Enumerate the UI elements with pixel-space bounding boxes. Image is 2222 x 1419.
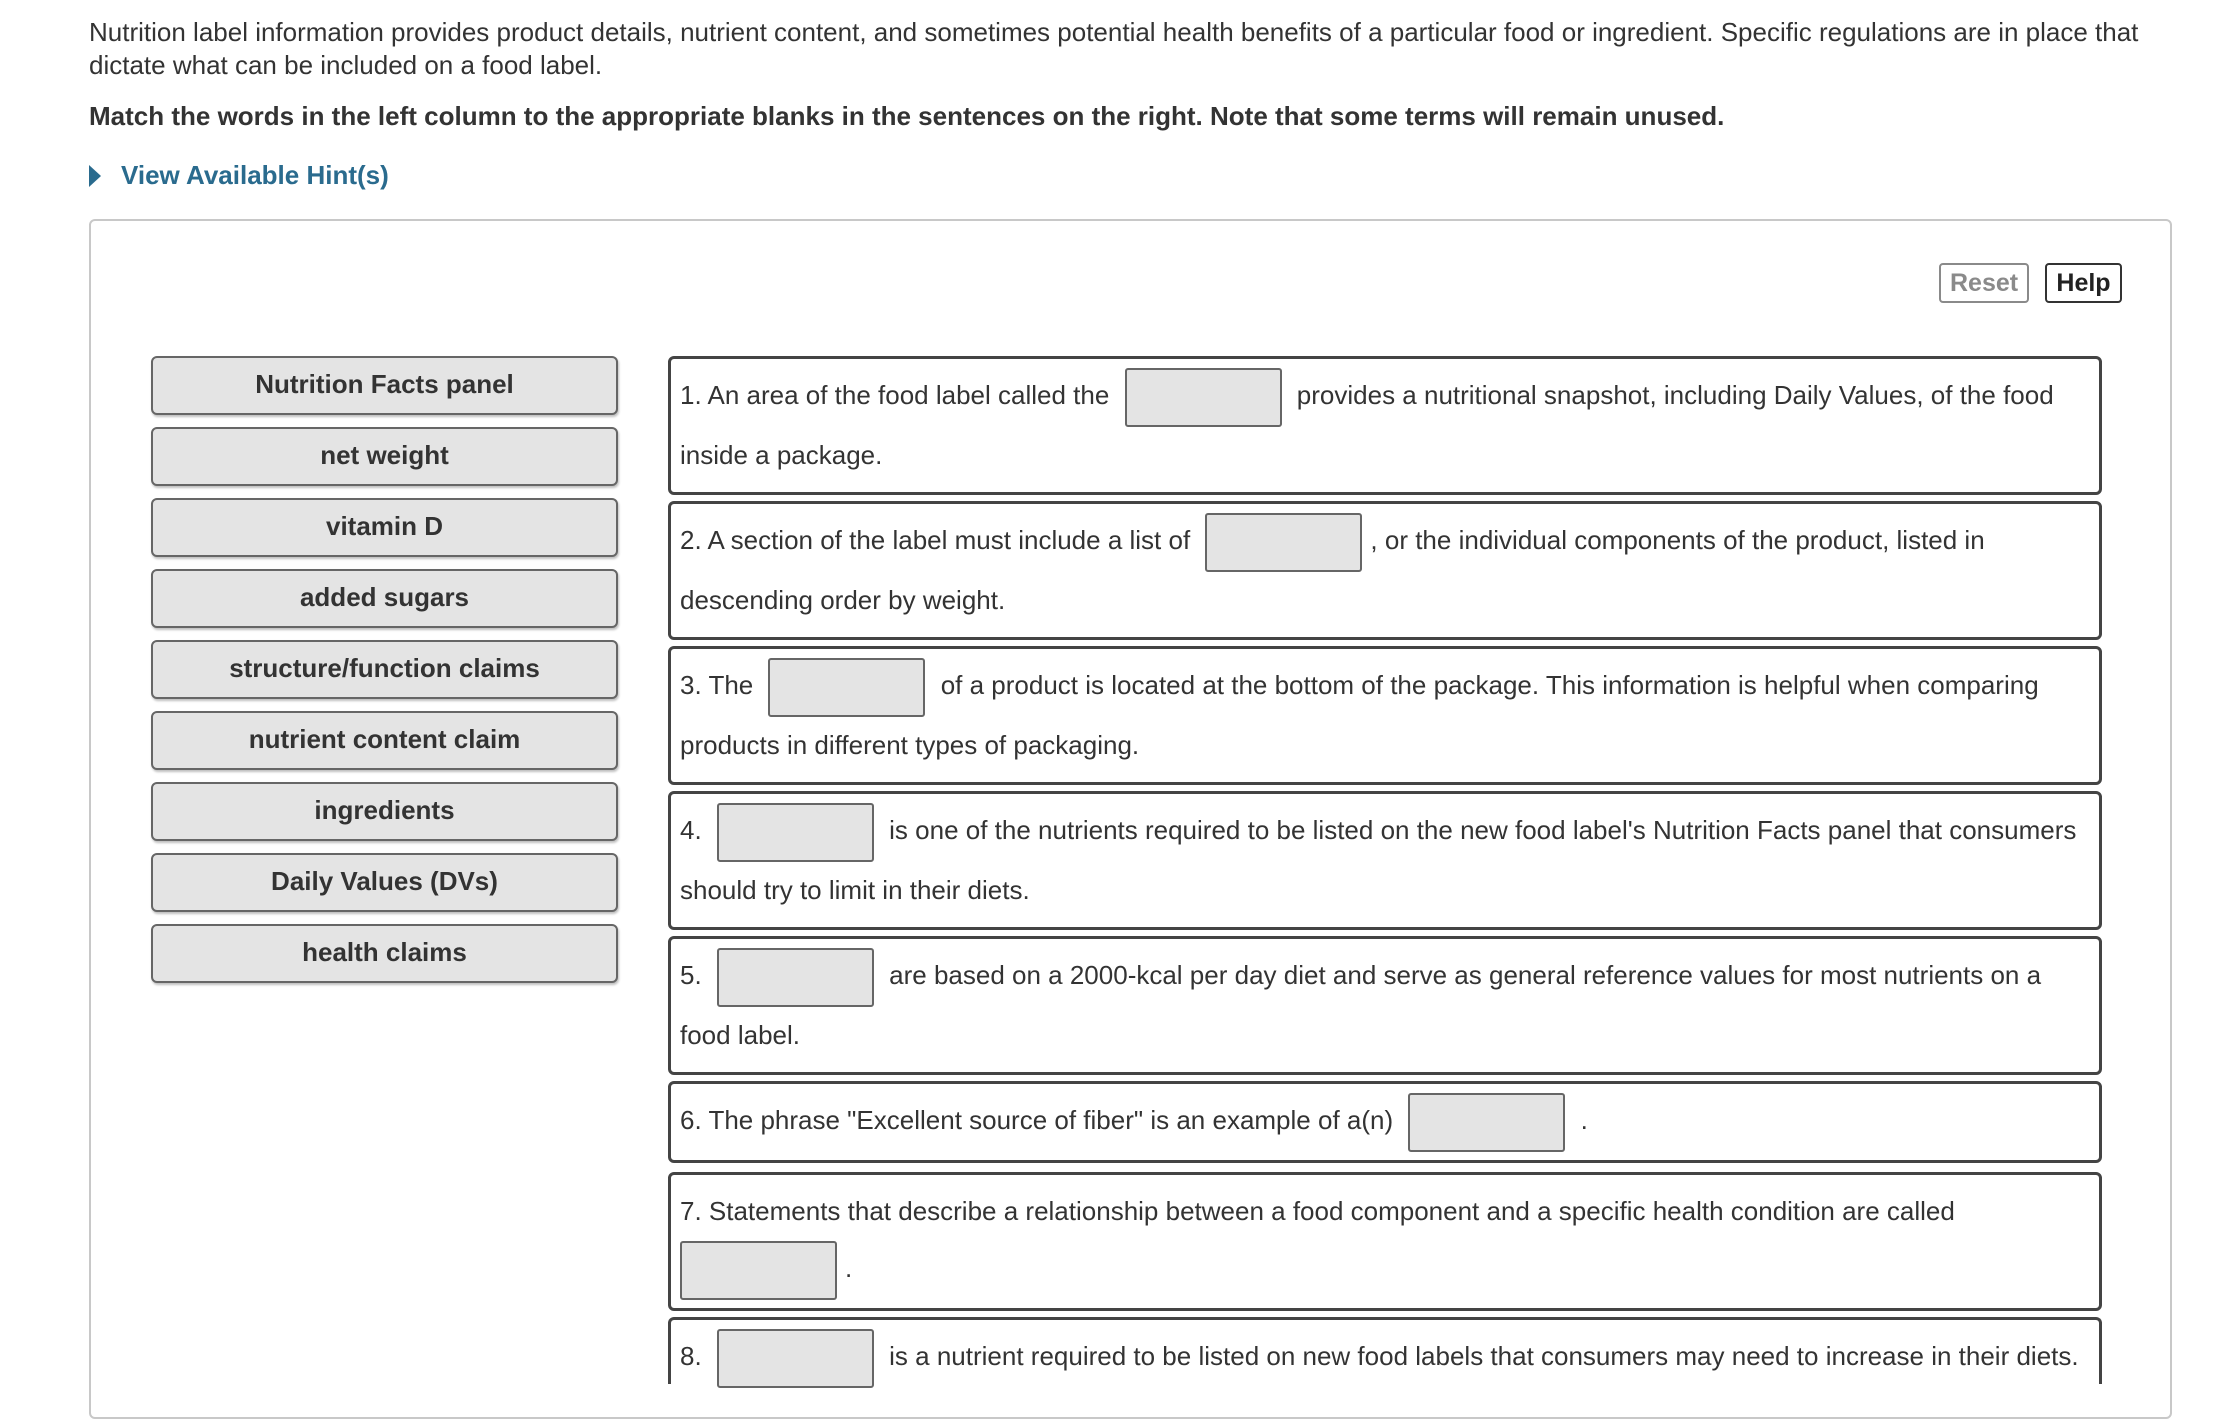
sentence-3-before: 3. The bbox=[680, 670, 754, 700]
term-ingredients[interactable]: ingredients bbox=[151, 782, 618, 841]
sentence-5-before: 5. bbox=[680, 960, 702, 990]
term-net-weight[interactable]: net weight bbox=[151, 427, 618, 486]
term-nutrient-content-claim[interactable]: nutrient content claim bbox=[151, 711, 618, 770]
term-vitamin-d[interactable]: vitamin D bbox=[151, 498, 618, 557]
sentence-1-before: 1. An area of the food label called the bbox=[680, 380, 1110, 410]
sentence-1 bbox=[668, 356, 2102, 495]
sentence-6-before: 6. The phrase "Excellent source of fiber" is an example of a(n) bbox=[680, 1105, 1394, 1135]
blank-2-drop-target[interactable] bbox=[1205, 513, 1362, 572]
term-health-claims[interactable]: health claims bbox=[151, 924, 618, 983]
blank-8-drop-target[interactable] bbox=[717, 1329, 874, 1388]
instruction-text: Match the words in the left column to the appropriate blanks in the sentences on the right. Note that some terms will remain unused. bbox=[89, 101, 1725, 131]
blank-4-drop-target[interactable] bbox=[717, 803, 874, 862]
blank-7-drop-target[interactable] bbox=[680, 1241, 837, 1300]
sentence-7-after: . bbox=[845, 1253, 853, 1283]
blank-1-drop-target[interactable] bbox=[1125, 368, 1282, 427]
blank-5-drop-target[interactable] bbox=[717, 948, 874, 1007]
reset-button[interactable]: Reset bbox=[1939, 263, 2029, 303]
intro-text: Nutrition label information provides product details, nutrient content, and sometimes potential health benefits of a particular food or ingredient. Specific regulations are in place that dictate what can be included on a food label. bbox=[89, 17, 2139, 80]
help-button[interactable]: Help bbox=[2045, 263, 2122, 303]
sentence-4-before: 4. bbox=[680, 815, 702, 845]
sentence-6 bbox=[668, 1081, 2102, 1163]
sentence-8 bbox=[668, 1317, 2102, 1384]
view-hints-link[interactable] bbox=[89, 160, 389, 191]
blank-3-drop-target[interactable] bbox=[768, 658, 925, 717]
term-bank bbox=[151, 356, 618, 995]
term-structure-function-claims[interactable]: structure/function claims bbox=[151, 640, 618, 699]
sentence-5-after: are based on a 2000-kcal per day diet and serve as general reference values for most nutrients on a food label. bbox=[680, 960, 2042, 1050]
sentence-2-before: 2. A section of the label must include a list of bbox=[680, 525, 1191, 555]
sentence-8-before: 8. bbox=[680, 1341, 702, 1371]
sentence-7 bbox=[668, 1172, 2102, 1311]
sentence-3 bbox=[668, 646, 2102, 785]
view-hints-label: View Available Hint(s) bbox=[121, 160, 389, 190]
sentence-4-after: is one of the nutrients required to be listed on the new food label's Nutrition Facts panel that consumers should try to limit in their diets. bbox=[680, 815, 2077, 905]
sentence-8-after: is a nutrient required to be listed on new food labels that consumers may need to increase in their diets. bbox=[889, 1341, 2079, 1371]
sentence-2 bbox=[668, 501, 2102, 640]
sentence-7-before: 7. Statements that describe a relationship between a food component and a specific health condition are called bbox=[680, 1196, 1955, 1226]
term-nutrition-facts-panel[interactable]: Nutrition Facts panel bbox=[151, 356, 618, 415]
blank-6-drop-target[interactable] bbox=[1408, 1093, 1565, 1152]
term-daily-values[interactable]: Daily Values (DVs) bbox=[151, 853, 618, 912]
expand-triangle-icon bbox=[89, 165, 101, 187]
sentence-6-after: . bbox=[1580, 1105, 1588, 1135]
sentence-5 bbox=[668, 936, 2102, 1075]
sentence-1-after: provides a nutritional snapshot, including Daily Values, of the food inside a package. bbox=[680, 380, 2054, 470]
term-added-sugars[interactable]: added sugars bbox=[151, 569, 618, 628]
sentence-4 bbox=[668, 791, 2102, 930]
sentence-3-after: of a product is located at the bottom of the package. This information is helpful when comparing products in different types of packaging. bbox=[680, 670, 2039, 760]
sentence-2-after: , or the individual components of the product, listed in descending order by weight. bbox=[680, 525, 1985, 615]
